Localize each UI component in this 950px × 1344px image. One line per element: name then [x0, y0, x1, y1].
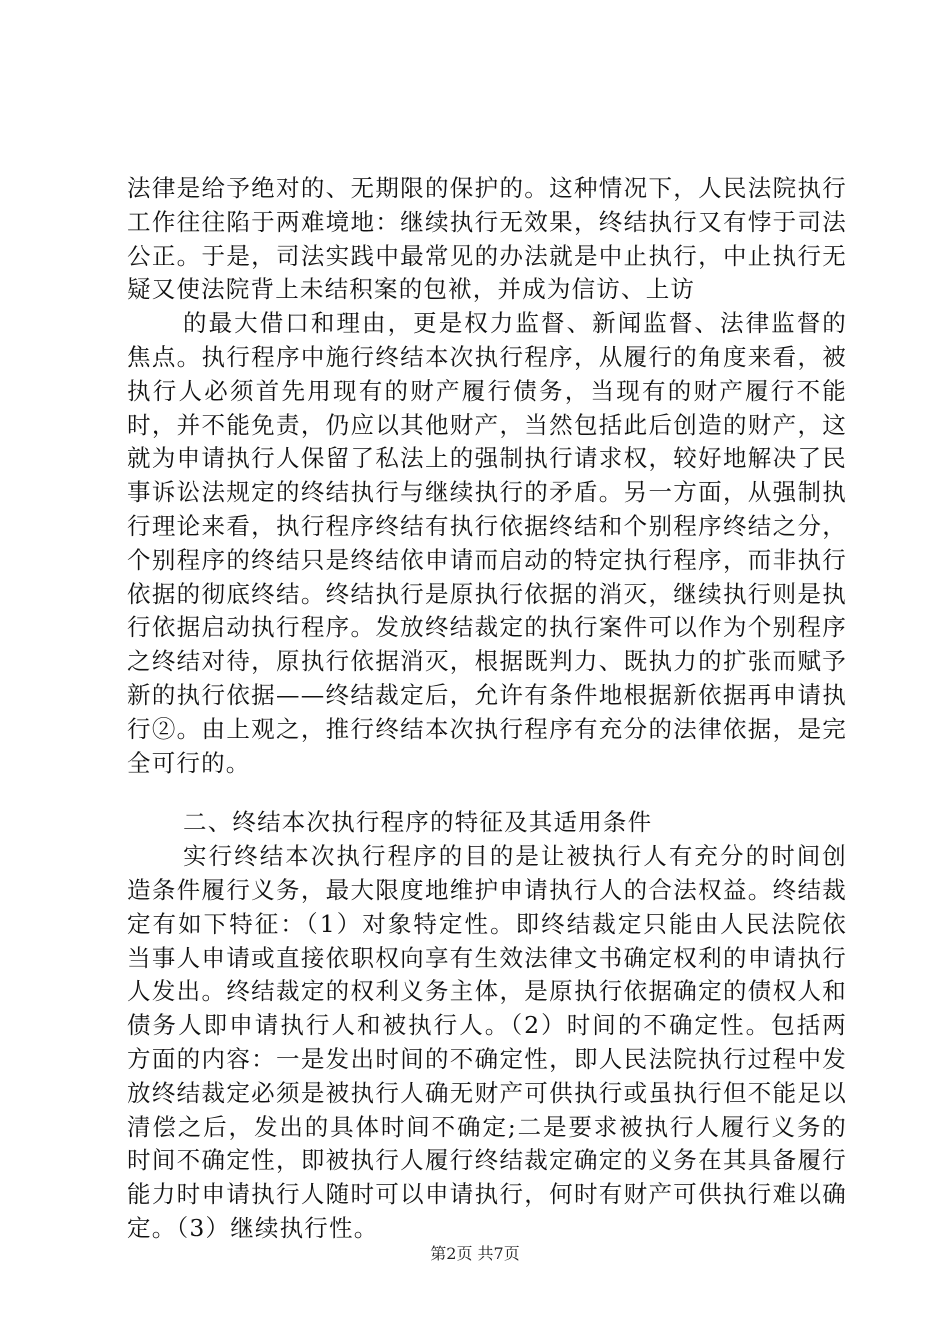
section-heading: 二、终结本次执行程序的特征及其适用条件	[183, 808, 653, 837]
document-body	[127, 172, 847, 1246]
paragraph-1: 法律是给予绝对的、无期限的保护的。这种情况下，人民法院执行工作往往陷于两难境地：继续执行无效果，终结执行又有悖于司法公正。于是，司法实践中最常见的办法就是中止执行，中止执行无疑又使法院背上未结积案的包袱，并成为信访、上访	[127, 174, 847, 304]
paragraph-spacer	[127, 780, 847, 806]
paragraph-3: 实行终结本次执行程序的目的是让被执行人有充分的时间创造条件履行义务，最大限度地维护申请执行人的合法权益。终结裁定有如下特征：（1）对象特定性。即终结裁定只能由人民法院依当事人申请或直接依职权向享有生效法律文书确定权利的申请执行人发出。终结裁定的权利义务主体，是原执行依据确定的债权人和债务人即申请执行人和被执行人。（2）时间的不确定性。包括两方面的内容：一是发出时间的不确定性，即人民法院执行过程中发放终结裁定必须是被执行人确无财产可供执行或虽执行但不能足以清偿之后，发出的具体时间不确定;二是要求被执行人履行义务的时间不确定性，即被执行人履行终结裁定确定的义务在其具备履行能力时申请执行人随时可以申请执行，何时有财产可供执行难以确定。（3）继续执行性。	[127, 842, 847, 1242]
paragraph-2: 的最大借口和理由，更是权力监督、新闻监督、法律监督的焦点。执行程序中施行终结本次执行程序，从履行的角度来看，被执行人必须首先用现有的财产履行债务，当现有的财产履行不能时，并不能免责，仍应以其他财产，当然包括此后创造的财产，这就为申请执行人保留了私法上的强制执行请求权，较好地解决了民事诉讼法规定的终结执行与继续执行的矛盾。另一方面，从强制执行理论来看，执行程序终结有执行依据终结和个别程序终结之分，个别程序的终结只是终结依申请而启动的特定执行程序，而非执行依据的彻底终结。终结执行是原执行依据的消灭，继续执行则是执行依据启动执行程序。发放终结裁定的执行案件可以作为个别程序之终结对待，原执行依据消灭，根据既判力、既执力的扩张而赋予新的执行依据——终结裁定后，允许有条件地根据新依据再申请执行②。由上观之，推行终结本次执行程序有充分的法律依据，是完全可行的。	[127, 309, 847, 777]
page-number-footer: 第2页 共7页	[430, 1244, 520, 1263]
